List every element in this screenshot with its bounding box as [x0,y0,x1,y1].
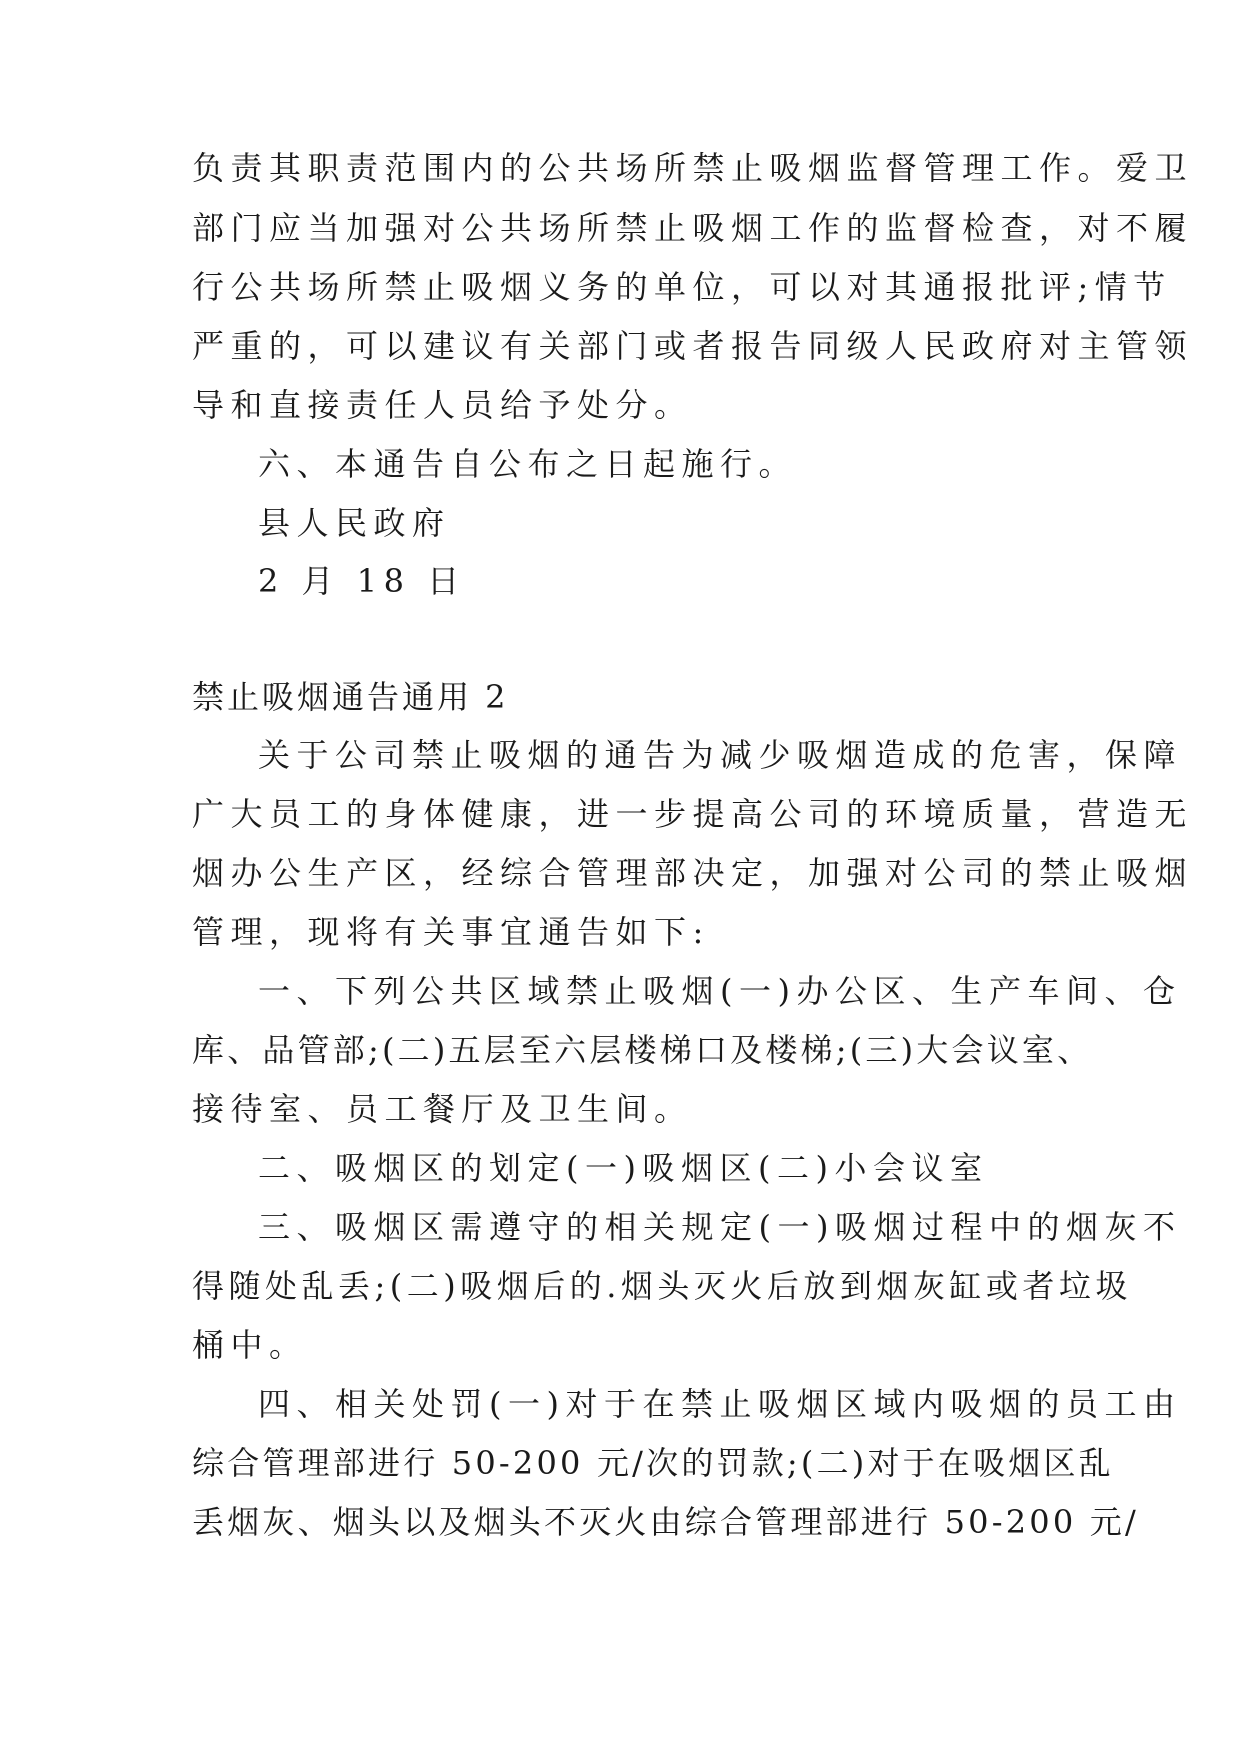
paragraph-line: 四、相关处罚(一)对于在禁止吸烟区域内吸烟的员工由 [258,1385,1182,1423]
paragraph-line: 桶中。 [192,1326,308,1364]
signature-issuer: 县人民政府 [258,504,451,542]
paragraph-line: 综合管理部进行 50-200 元/次的罚款;(二)对于在吸烟区乱 [192,1444,1114,1482]
paragraph-line: 广大员工的身体健康，进一步提高公司的环境质量，营造无 [192,795,1194,833]
signature-date: 2 月 18 日 [258,562,466,600]
paragraph-line: 烟办公生产区，经综合管理部决定，加强对公司的禁止吸烟 [192,854,1194,892]
paragraph-line: 严重的，可以建议有关部门或者报告同级人民政府对主管领 [192,327,1194,365]
paragraph-line: 一、下列公共区域禁止吸烟(一)办公区、生产车间、仓 [258,972,1182,1010]
paragraph-line: 丢烟灰、烟头以及烟头不灭火由综合管理部进行 50-200 元/ [192,1503,1139,1541]
paragraph-line: 三、吸烟区需遵守的相关规定(一)吸烟过程中的烟灰不 [258,1208,1182,1246]
paragraph-line: 导和直接责任人员给予处分。 [192,386,693,424]
article-six: 六、本通告自公布之日起施行。 [258,445,798,483]
paragraph-line: 管理，现将有关事宜通告如下: [192,913,710,951]
paragraph-line: 得随处乱丢;(二)吸烟后的.烟头灭火后放到烟灰缸或者垃圾 [192,1267,1132,1305]
paragraph-line: 部门应当加强对公共场所禁止吸烟工作的监督检查，对不履 [192,209,1194,247]
paragraph-line: 接待室、员工餐厅及卫生间。 [192,1090,693,1128]
paragraph-line: 行公共场所禁止吸烟义务的单位，可以对其通报批评;情节 [192,268,1172,306]
paragraph-line: 库、品管部;(二)五层至六层楼梯口及楼梯;(三)大会议室、 [192,1031,1093,1069]
section-heading: 禁止吸烟通告通用 2 [192,678,509,716]
paragraph-line: 二、吸烟区的划定(一)吸烟区(二)小会议室 [258,1149,989,1187]
paragraph-line: 负责其职责范围内的公共场所禁止吸烟监督管理工作。爱卫 [192,149,1194,187]
paragraph-line: 关于公司禁止吸烟的通告为减少吸烟造成的危害，保障 [258,736,1183,774]
